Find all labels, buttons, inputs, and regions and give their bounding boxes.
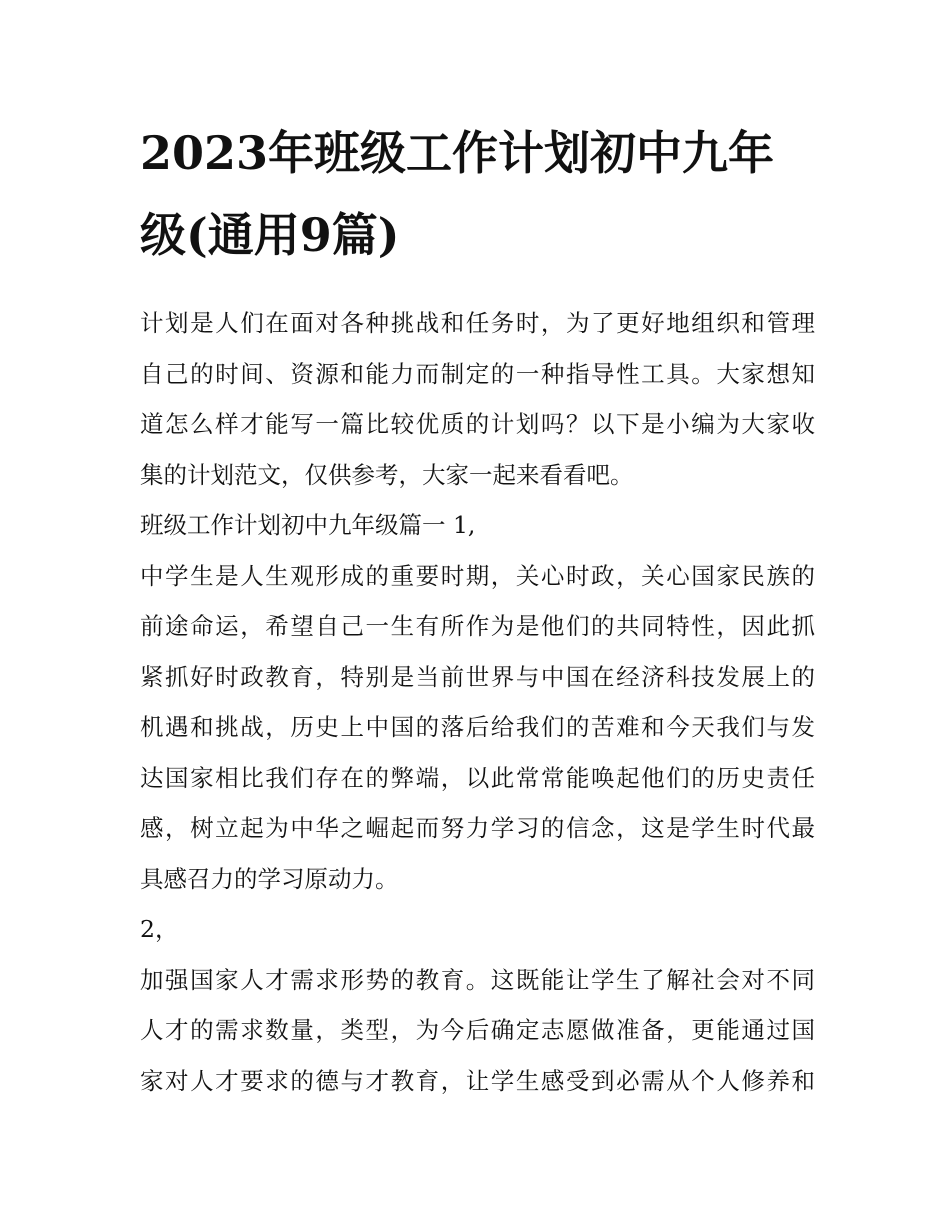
section-heading: 班级工作计划初中九年级篇一 1, [140, 511, 476, 539]
intro-line: 自己的时间、资源和能力而制定的一种指导性工具。大家想知 [140, 359, 815, 388]
paragraph-1-line: 紧抓好时政教育，特别是当前世界与中国在经济科技发展上的 [140, 662, 815, 691]
paragraph-1 [140, 551, 815, 905]
paragraph-2-line: 加强国家人才需求形势的教育。这既能让学生了解社会对不同 [140, 965, 815, 994]
intro-line: 计划是人们在面对各种挑战和任务时，为了更好地组织和管理 [140, 309, 815, 337]
paragraph-1-line: 具感召力的学习原动力。 [140, 864, 399, 893]
title-line-1: 2023年班级工作计划初中九年 [140, 126, 775, 180]
paragraph-1-line: 达国家相比我们存在的弊端，以此常常能唤起他们的历史责任 [140, 763, 815, 792]
intro-line: 集的计划范文，仅供参考，大家一起来看看吧。 [140, 460, 634, 489]
paragraph-2 [140, 955, 815, 1107]
paragraph-1-line: 机遇和挑战，历史上中国的落后给我们的苦难和今天我们与发 [140, 713, 815, 741]
title-line-2: 级(通用9篇) [140, 208, 400, 262]
paragraph-2-line: 人才的需求数量，类型，为今后确定志愿做准备，更能通过国 [140, 1016, 815, 1044]
intro-line: 道怎么样才能写一篇比较优质的计划吗？以下是小编为大家收 [140, 410, 815, 438]
document-title [140, 112, 815, 276]
paragraph-1-line: 中学生是人生观形成的重要时期，关心时政，关心国家民族的 [140, 561, 815, 590]
item-2-number: 2， [140, 915, 179, 943]
intro-paragraph [140, 298, 815, 500]
document-page [140, 112, 815, 1106]
paragraph-2-line: 家对人才要求的德与才教育，让学生感受到必需从个人修养和 [140, 1066, 815, 1095]
paragraph-1-line: 感，树立起为中华之崛起而努力学习的信念，这是学生时代最 [140, 814, 815, 842]
paragraph-1-line: 前途命运，希望自己一生有所作为是他们的共同特性，因此抓 [140, 612, 815, 640]
